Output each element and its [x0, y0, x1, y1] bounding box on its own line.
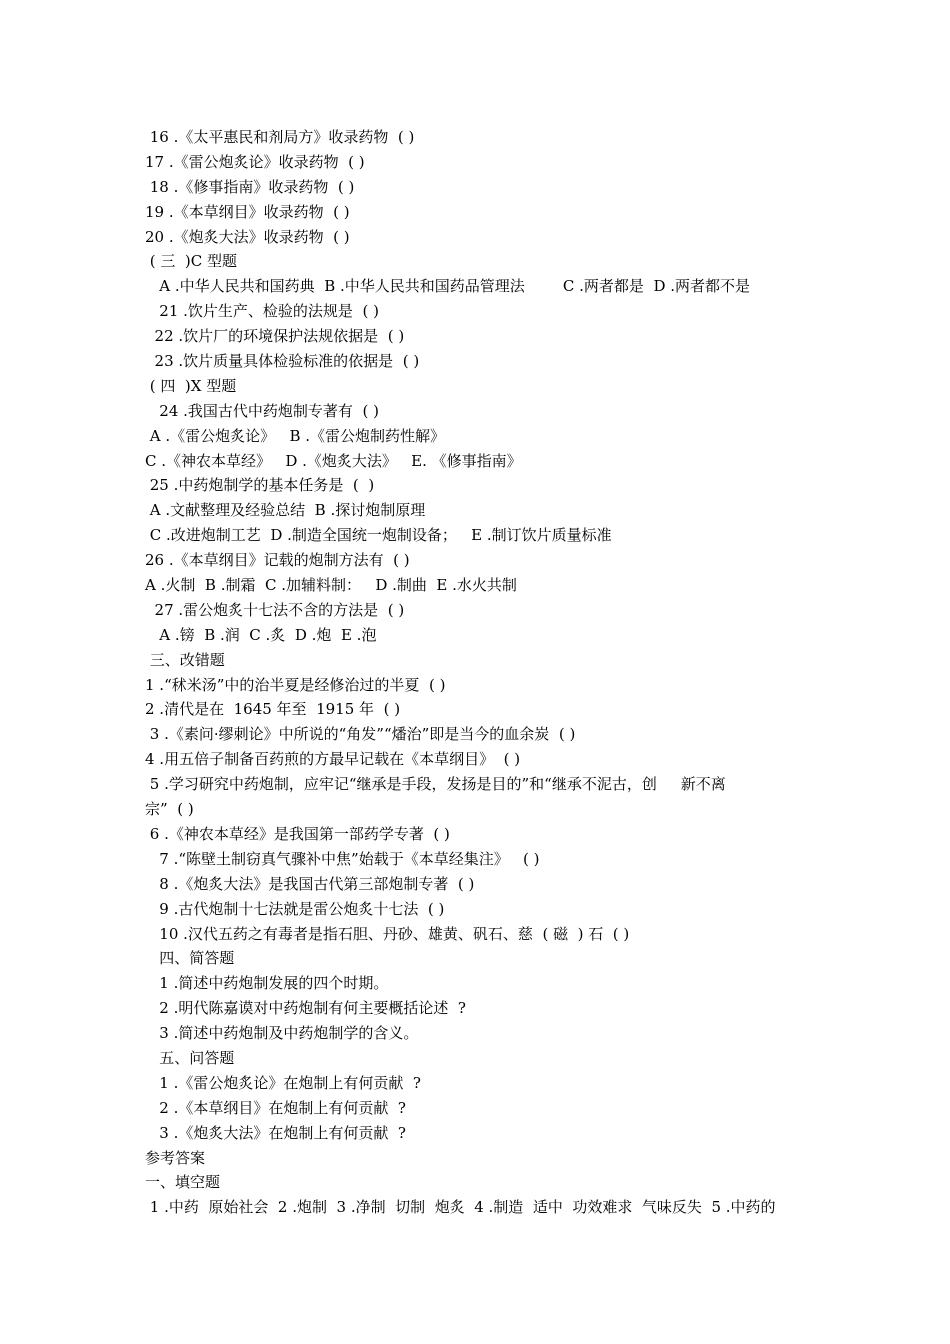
text-line: 10 .汉代五药之有毒者是指石胆、丹砂、雄黄、矾石、慈 ( 磁 ) 石 ( )	[145, 924, 630, 943]
text-line: 18 .《修事指南》收录药物 ( )	[145, 177, 355, 196]
text-line: 27 .雷公炮炙十七法不含的方法是 ( )	[145, 600, 405, 619]
section-heading: 四、简答题	[145, 949, 235, 968]
text-line: A .《雷公炮炙论》 B .《雷公炮制药性解》	[145, 426, 446, 445]
text-line: 2 .《本草纲目》在炮制上有何贡献 ?	[145, 1098, 406, 1117]
text-line: 1 .《雷公炮炙论》在炮制上有何贡献 ?	[145, 1073, 421, 1092]
text-line: 7 .“陈壁土制窃真气骤补中焦”始载于《本草经集注》 ( )	[145, 849, 540, 868]
text-line: 2 .明代陈嘉谟对中药炮制有何主要概括论述 ?	[145, 999, 466, 1018]
text-line: 宗” ( )	[145, 800, 194, 819]
text-line: 3 .《炮炙大法》在炮制上有何贡献 ?	[145, 1123, 406, 1142]
text-line: A .中华人民共和国药典 B .中华人民共和国药品管理法 C .两者都是 D .两者都不是	[145, 277, 751, 296]
text-line: 1 .“秫米汤”中的治半夏是经修治过的半夏 ( )	[145, 675, 446, 694]
text-line: 21 .饮片生产、检验的法规是 ( )	[145, 302, 379, 321]
text-line: A .镑 B .润 C .炙 D .炮 E .泡	[145, 625, 377, 644]
section-heading: ( 四 )X 型题	[145, 376, 237, 395]
text-line: 19 .《本草纲目》收录药物 ( )	[145, 202, 350, 221]
text-line: A .火制 B .制霜 C .加辅料制： D .制曲 E .水火共制	[145, 576, 517, 595]
section-heading: ( 三 )C 型题	[145, 252, 238, 271]
text-line: 2 .清代是在 1645 年至 1915 年 ( )	[145, 700, 401, 719]
text-line: 6 .《神农本草经》是我国第一部药学专著 ( )	[145, 824, 450, 843]
text-line: 8 .《炮炙大法》是我国古代第三部炮制专著 ( )	[145, 874, 475, 893]
text-line: 17 .《雷公炮炙论》收录药物 ( )	[145, 152, 365, 171]
section-heading: 五、问答题	[145, 1048, 235, 1067]
text-line: C .《神农本草经》 D .《炮炙大法》 E. 《修事指南》	[145, 451, 522, 470]
section-heading: 三、改错题	[145, 650, 225, 669]
section-heading: 一、填空题	[145, 1173, 221, 1192]
text-line: C .改进炮制工艺 D .制造全国统一炮制设备； E .制订饮片质量标准	[145, 526, 612, 545]
text-line: A .文献整理及经验总结 B .探讨炮制原理	[145, 501, 426, 520]
text-line: 25 .中药炮制学的基本任务是 ( )	[145, 476, 375, 495]
text-line: 24 .我国古代中药炮制专著有 ( )	[145, 401, 379, 420]
text-line: 3 .《素问·缪刺论》中所说的“角发”“燔治”即是当今的血余炭 ( )	[145, 725, 576, 744]
text-line: 9 .古代炮制十七法就是雷公炮炙十七法 ( )	[145, 899, 445, 918]
text-line: 23 .饮片质量具体检验标准的依据是 ( )	[145, 352, 420, 371]
text-line: 1 .简述中药炮制发展的四个时期。	[145, 974, 389, 993]
text-line: 20 .《炮炙大法》收录药物 ( )	[145, 227, 350, 246]
text-line: 4 .用五倍子制备百药煎的方最早记载在《本草纲目》 ( )	[145, 750, 521, 769]
document-page	[0, 125, 950, 1220]
text-line: 5 .学习研究中药炮制，应牢记“继承是手段，发扬是目的”和“继承不泥古，创 新不离	[145, 775, 726, 794]
text-line: 1 .中药 原始社会 2 .炮制 3 .净制 切制 炮炙 4 .制造 适中 功效难求 气味反失 5 .中药的	[145, 1198, 776, 1217]
section-heading: 参考答案	[145, 1148, 206, 1167]
text-line: 22 .饮片厂的环境保护法规依据是 ( )	[145, 327, 405, 346]
text-line: 16 .《太平惠民和剂局方》收录药物 ( )	[145, 128, 415, 146]
text-line: 3 .简述中药炮制及中药炮制学的含义。	[145, 1024, 419, 1043]
text-line: 26 .《本草纲目》记载的炮制方法有 ( )	[145, 551, 410, 570]
